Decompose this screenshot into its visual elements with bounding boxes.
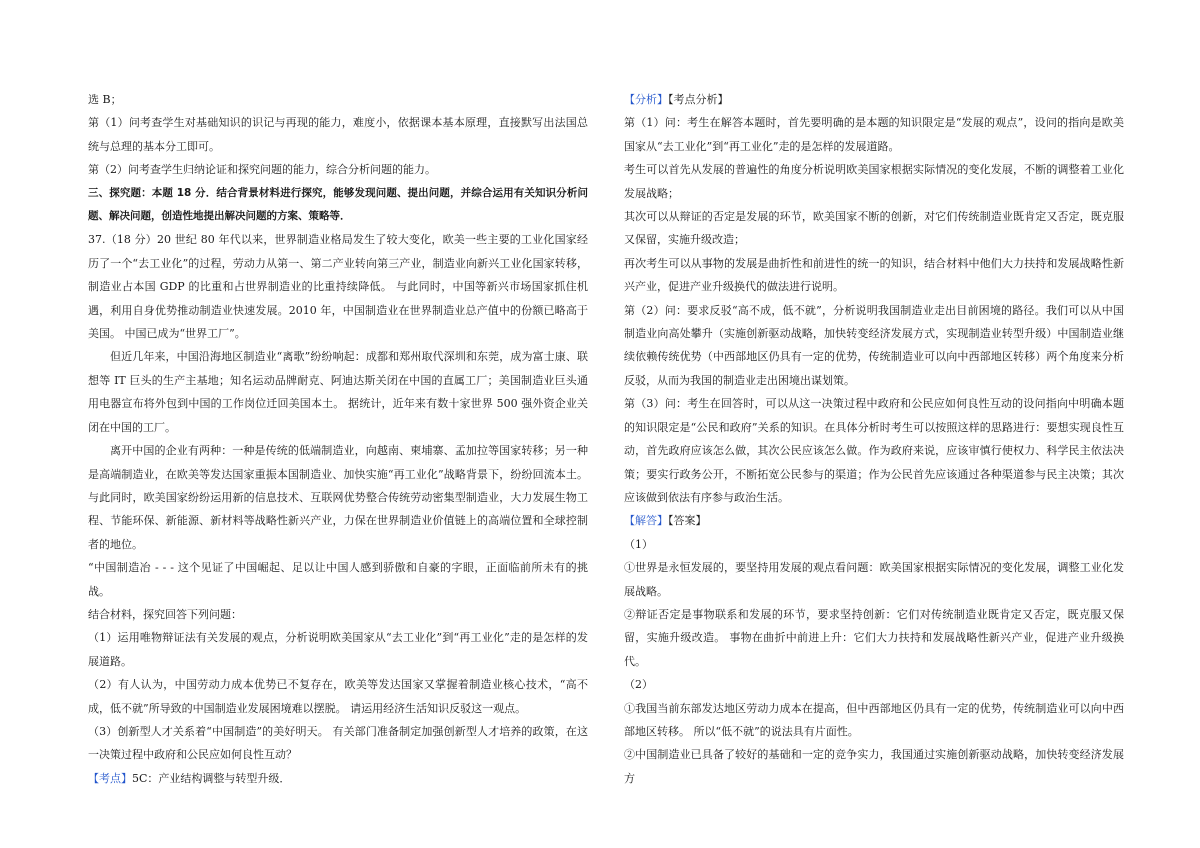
paragraph-text: （1） bbox=[624, 537, 653, 551]
paragraph bbox=[88, 556, 588, 603]
paragraph bbox=[88, 182, 588, 229]
paragraph-text: （3）创新型人才关系着“中国制造”的美好明天。 有关部门准备制定加强创新型人才培养的政策，在这一决策过程中政府和公民应如何良性互动？ bbox=[88, 724, 588, 762]
paragraph bbox=[624, 603, 1124, 673]
paragraph bbox=[88, 603, 588, 626]
paragraph bbox=[624, 252, 1124, 299]
paragraph-text: 再次考生可以从事物的发展是曲折性和前进性的统一的知识，结合材料中他们大力扶持和发展战略性新兴产业，促进产业升级换代的做法进行说明。 bbox=[624, 256, 1124, 294]
paragraph-text: （1）运用唯物辩证法有关发展的观点，分析说明欧美国家从“去工业化”到“再工业化”走的是怎样的发展道路。 bbox=[88, 631, 588, 668]
paragraph-text: 离开中国的企业有两种：一种是传统的低端制造业，向越南、柬埔寨、孟加拉等国家转移；另一种是高端制造业，在欧美等发达国家重振本国制造业、加快实施“再工业化”战略背景下，纷纷回流本土。 与此同时，欧美国家纷纷运用新的信息技术、互联网优势整合传统劳动密集型制造业，大力发展生物工程、节能环保、新能源、新材料等战略性新兴产业，力保在世界制造业价值链上的高端位置和全球控制者的地位。 bbox=[88, 444, 588, 551]
paragraph-text: 第（1）问：考生在解答本题时，首先要明确的是本题的知识限定是“发展的观点”，设问的指向是欧美国家从“去工业化”到“再工业化”走的是怎样的发展道路。 bbox=[624, 116, 1124, 153]
paragraph bbox=[88, 158, 588, 181]
paragraph bbox=[624, 697, 1124, 744]
paragraph bbox=[624, 533, 1124, 556]
paragraph-text: 【答案】 bbox=[668, 514, 707, 528]
section-tag: 【解答】 bbox=[624, 514, 668, 528]
paragraph bbox=[624, 392, 1124, 509]
paragraph bbox=[88, 626, 588, 673]
paragraph bbox=[624, 88, 1124, 111]
paragraph-text: 考生可以首先从发展的普遍性的角度分析说明欧美国家根据实际情况的变化发展，不断的调整着工业化发展战略； bbox=[624, 163, 1124, 200]
paragraph bbox=[624, 673, 1124, 696]
paragraph bbox=[624, 205, 1124, 252]
paragraph-text: 第（1）问考查学生对基础知识的识记与再现的能力，难度小，依据课本基本原理，直接默写出法国总统与总理的基本分工即可。 bbox=[88, 116, 588, 153]
paragraph-text: 其次可以从辩证的否定是发展的环节，欧美国家不断的创新，对它们传统制造业既肯定又否定，既克服又保留，实施升级改造； bbox=[624, 210, 1124, 247]
paragraph-text: 但近几年来，中国沿海地区制造业“离歌”纷纷响起：成都和郑州取代深圳和东莞，成为富士康、联想等 IT 巨头的生产主基地；知名运动品牌耐克、阿迪达斯关闭在中国的直属工厂；美国制造业巨头通用电器宣布将外包到中国的工作岗位迁回美国本土。 据统计，近年来有数十家世界 500 强外资企业关闭在中国的工厂。 bbox=[88, 350, 588, 434]
paragraph-text: 第（3）问：考生在回答时，可以从这一决策过程中政府和公民应如何良性互动的设问指向中明确本题的知识限定是“公民和政府”关系的知识。在具体分析时考生可以按照这样的思路进行：要想实现良性互动，首先政府应该怎么做，其次公民应该怎么做。作为政府来说，应该审慎行使权力、科学民主依法决策；要实行政务公开，不断拓宽公民参与的渠道；作为公民首先应该通过各种渠道参与民主决策；其次应该做到依法有序参与政治生活。 bbox=[624, 397, 1124, 504]
paragraph-text: （2） bbox=[624, 678, 653, 692]
paragraph bbox=[624, 158, 1124, 205]
paragraph-text: 第（2）问考查学生归纳论证和探究问题的能力，综合分析问题的能力。 bbox=[88, 163, 436, 177]
paragraph-text: ①世界是永恒发展的，要坚持用发展的观点看问题：欧美国家根据实际情况的变化发展，调整工业化发展战略。 bbox=[624, 561, 1124, 598]
paragraph bbox=[88, 673, 588, 720]
paragraph bbox=[624, 556, 1124, 603]
paragraph bbox=[88, 111, 588, 158]
right-column bbox=[624, 88, 1124, 790]
paragraph bbox=[88, 767, 588, 790]
paragraph-text: 第（2）问：要求反驳“高不成，低不就”，分析说明我国制造业走出目前困境的路径。我们可以从中国制造业向高处攀升（实施创新驱动战略，加快转变经济发展方式，实现制造业转型升级）中国制造业继续依赖传统优势（中西部地区仍具有一定的优势，传统制造业可以向中西部地区转移）两个角度来分析反驳，从而为我国的制造业走出困境出谋划策。 bbox=[624, 303, 1124, 387]
paragraph-text: ②辩证否定是事物联系和发展的环节，要求坚持创新：它们对传统制造业既肯定又否定，既克服又保留，实施升级改造。 事物在曲折中前进上升：它们大力扶持和发展战略性新兴产业，促进产业升级换代。 bbox=[624, 607, 1124, 668]
paragraph bbox=[624, 509, 1124, 532]
paragraph-text: （2）有人认为，中国劳动力成本优势已不复存在，欧美等发达国家又掌握着制造业核心技术，“高不成，低不就”所导致的中国制造业发展困境难以摆脱。 请运用经济生活知识反驳这一观点。 bbox=[88, 678, 588, 715]
paragraph-text: 选 B； bbox=[88, 93, 122, 106]
paragraph-text: 【考点分析】 bbox=[668, 93, 729, 106]
paragraph bbox=[624, 743, 1124, 790]
paragraph bbox=[624, 299, 1124, 393]
paragraph-text: “中国制造冶 - - - 这个见证了中国崛起、足以让中国人感到骄傲和自豪的字眼，正面临前所未有的挑战。 bbox=[88, 561, 588, 598]
paragraph bbox=[88, 88, 588, 111]
paragraph bbox=[88, 345, 588, 439]
paragraph bbox=[88, 439, 588, 556]
paragraph-text: ①我国当前东部发达地区劳动力成本在提高，但中西部地区仍具有一定的优势，传统制造业可以向中西部地区转移。 所以“低不就”的说法具有片面性。 bbox=[624, 701, 1124, 738]
section-tag: 【分析】 bbox=[624, 93, 668, 106]
paragraph-text: 5C：产业结构调整与转型升级． bbox=[132, 771, 291, 785]
left-column bbox=[88, 88, 588, 790]
paragraph bbox=[88, 228, 588, 345]
paragraph bbox=[88, 720, 588, 767]
paragraph bbox=[624, 111, 1124, 158]
paragraph-text: ②中国制造业已具备了较好的基础和一定的竞争实力，我国通过实施创新驱动战略，加快转变经济发展方 bbox=[624, 748, 1124, 785]
section-tag: 【考点】 bbox=[88, 771, 132, 785]
paragraph-text: 37.（18 分）20 世纪 80 年代以来，世界制造业格局发生了较大变化，欧美一些主要的工业化国家经历了一个“去工业化”的过程，劳动力从第一、第二产业转向第三产业，制造业向新兴工业化国家转移，制造业占本国 GDP 的比重和占世界制造业的比重持续降低。 与此同时，中国等新兴市场国家抓住机遇，利用自身优势推动制造业快速发展。2010 年，中国制造业在世界制造业总产值中的份额已略高于美国。 中国已成为“世界工厂”。 bbox=[88, 233, 588, 341]
paragraph-text: 结合材料，探究回答下列问题： bbox=[88, 607, 242, 621]
paragraph-text: 三、探究题：本题 18 分．结合背景材料进行探究，能够发现问题、提出问题，并综合运用有关知识分析问题、解决问题，创造性地提出解决问题的方案、策略等． bbox=[88, 186, 588, 223]
